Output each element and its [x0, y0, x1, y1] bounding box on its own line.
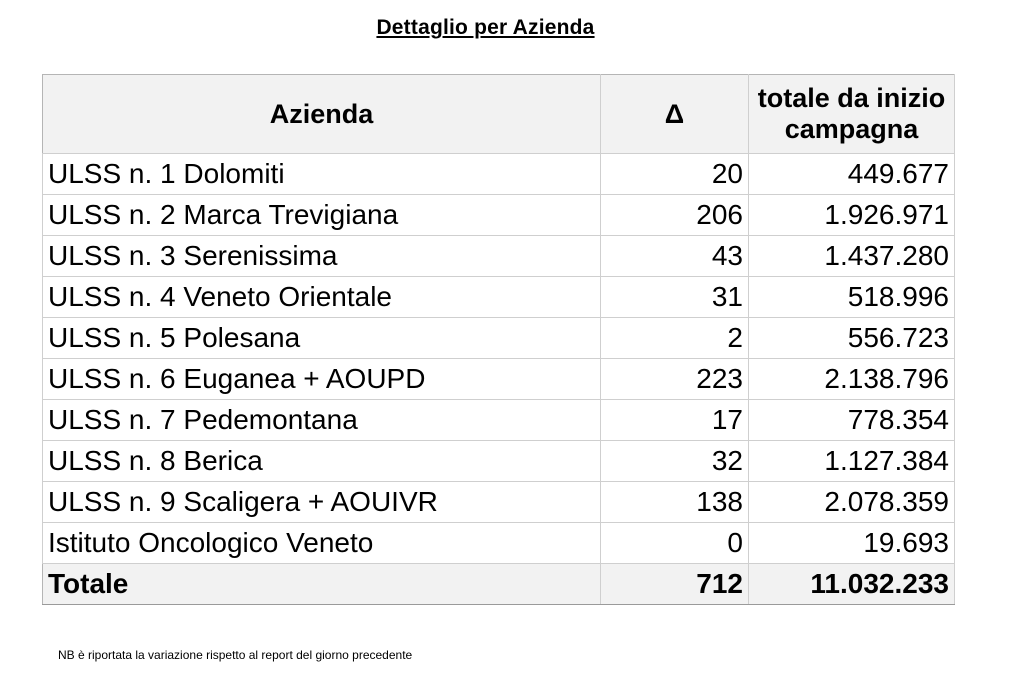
cell-delta: 0 — [601, 523, 749, 564]
cell-delta: 138 — [601, 482, 749, 523]
cell-azienda: Istituto Oncologico Veneto — [43, 523, 601, 564]
total-totale: 11.032.233 — [749, 564, 955, 605]
cell-azienda: ULSS n. 8 Berica — [43, 441, 601, 482]
cell-delta: 223 — [601, 359, 749, 400]
table-row — [43, 277, 955, 318]
cell-delta: 32 — [601, 441, 749, 482]
total-row — [43, 564, 955, 605]
table-row — [43, 236, 955, 277]
cell-totale: 1.437.280 — [749, 236, 955, 277]
table-row — [43, 195, 955, 236]
total-label: Totale — [43, 564, 601, 605]
cell-azienda: ULSS n. 9 Scaligera + AOUIVR — [43, 482, 601, 523]
cell-totale: 2.078.359 — [749, 482, 955, 523]
table-header-row — [43, 75, 955, 154]
cell-azienda: ULSS n. 1 Dolomiti — [43, 154, 601, 195]
cell-totale: 556.723 — [749, 318, 955, 359]
table-row — [43, 441, 955, 482]
company-detail-table — [42, 74, 955, 605]
footnote: NB è riportata la variazione rispetto al report del giorno precedente — [58, 648, 413, 662]
cell-totale: 1.926.971 — [749, 195, 955, 236]
cell-totale: 19.693 — [749, 523, 955, 564]
table-row — [43, 154, 955, 195]
table-row — [43, 318, 955, 359]
table-row — [43, 359, 955, 400]
table-row — [43, 400, 955, 441]
cell-totale: 2.138.796 — [749, 359, 955, 400]
cell-delta: 43 — [601, 236, 749, 277]
column-header-azienda: Azienda — [43, 75, 601, 154]
cell-delta: 20 — [601, 154, 749, 195]
column-header-delta: Δ — [601, 75, 749, 154]
cell-delta: 17 — [601, 400, 749, 441]
cell-delta: 2 — [601, 318, 749, 359]
table-row — [43, 482, 955, 523]
page-title: Dettaglio per Azienda — [376, 16, 595, 39]
cell-delta: 31 — [601, 277, 749, 318]
cell-azienda: ULSS n. 2 Marca Trevigiana — [43, 195, 601, 236]
cell-totale: 518.996 — [749, 277, 955, 318]
cell-azienda: ULSS n. 4 Veneto Orientale — [43, 277, 601, 318]
cell-azienda: ULSS n. 7 Pedemontana — [43, 400, 601, 441]
cell-azienda: ULSS n. 3 Serenissima — [43, 236, 601, 277]
cell-azienda: ULSS n. 5 Polesana — [43, 318, 601, 359]
column-header-totale: totale da inizio campagna — [749, 75, 955, 154]
cell-totale: 778.354 — [749, 400, 955, 441]
table-row — [43, 523, 955, 564]
cell-azienda: ULSS n. 6 Euganea + AOUPD — [43, 359, 601, 400]
cell-totale: 1.127.384 — [749, 441, 955, 482]
cell-totale: 449.677 — [749, 154, 955, 195]
cell-delta: 206 — [601, 195, 749, 236]
total-delta: 712 — [601, 564, 749, 605]
